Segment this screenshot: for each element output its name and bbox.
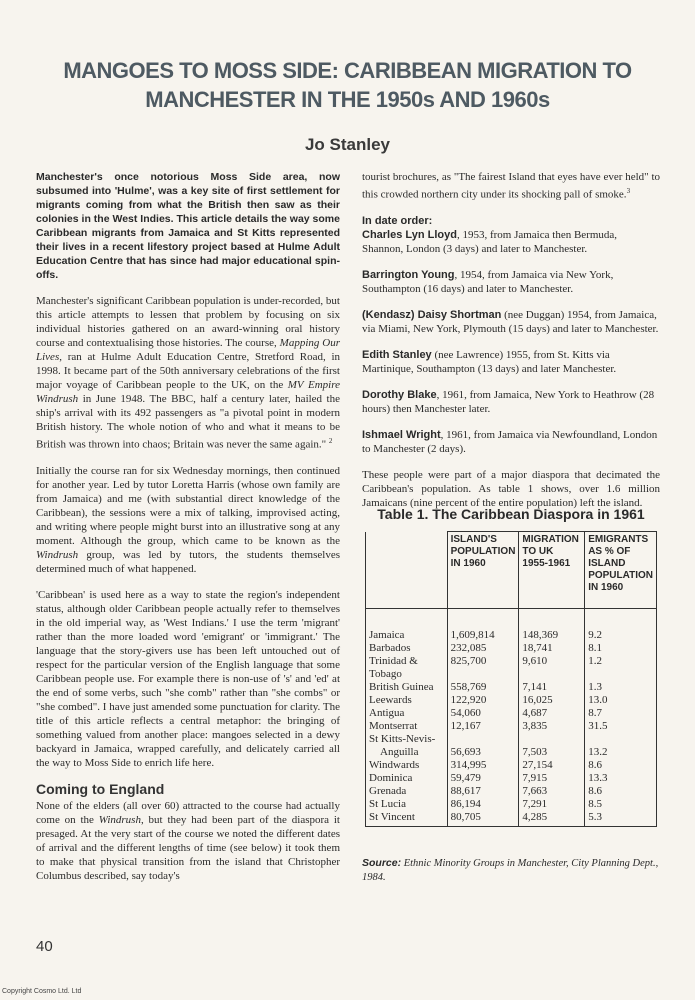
table-cell: 9,610 xyxy=(519,655,585,681)
table-row-label: Grenada xyxy=(366,785,448,798)
table-cell: 56,693 xyxy=(447,746,519,759)
table-row-label: Windwards xyxy=(366,759,448,772)
arrival-name: Barrington Young xyxy=(362,268,455,281)
paragraph: Initially the course ran for six Wednesday mornings, then continued for another year. Led by tutor Loretta Harris (whose own family are from Jamaica) and me (with substantial direct knowledge of the Caribbean), the sessions were a mix of talking, improvised acting, and writing where people might burst into an illustrative song at any moment. Although the group, which came to be known as the Windrush group, was led by tutors, the students themselves determined much of what happened. xyxy=(36,464,340,575)
arrival-entry xyxy=(362,428,660,456)
table-cell: 9.2 xyxy=(585,609,657,643)
left-column xyxy=(36,170,340,895)
table-cell xyxy=(447,733,519,746)
table-row-label: Jamaica xyxy=(366,609,448,643)
diaspora-table xyxy=(365,531,657,827)
paragraph: None of the elders (all over 60) attracted to the course had actually come on the Windrush, but they had been part of the diaspora it presaged. At the very start of the course we noted the different dates of arrival and the different lengths of time (see below) it took them to make that physical transition from the island that Christopher Columbus described, say today's xyxy=(36,799,340,882)
table-cell: 16,025 xyxy=(519,694,585,707)
table-row-label: St Kitts-Nevis- xyxy=(366,733,448,746)
table-row-label: Antigua xyxy=(366,707,448,720)
arrival-detail: (nee Duggan) 1954, from Jamaica, via Miami, New York, Plymouth (15 days) and later to Manchester. xyxy=(362,308,659,335)
table-row-label: St Lucia xyxy=(366,798,448,811)
table-row-label: Montserrat xyxy=(366,720,448,733)
table-row xyxy=(366,655,657,681)
table-row xyxy=(366,811,657,827)
date-order-heading: In date order: xyxy=(362,214,433,227)
table-cell: 4,285 xyxy=(519,811,585,827)
footnote-marker: 3 xyxy=(626,187,631,195)
arrival-name: Ishmael Wright xyxy=(362,428,441,441)
group-name: Windrush xyxy=(36,548,79,561)
table-cell: 3,835 xyxy=(519,720,585,733)
arrivals-list xyxy=(362,228,660,456)
copyright-notice: Copyright Cosmo Ltd. Ltd xyxy=(2,988,82,995)
table-row xyxy=(366,609,657,643)
table-cell: 8.6 xyxy=(585,785,657,798)
arrival-detail: , 1961, from Jamaica via Newfoundland, London to Manchester (2 days). xyxy=(362,428,658,455)
author-name: Jo Stanley xyxy=(304,135,391,154)
table-row xyxy=(366,746,657,759)
table-cell: 122,920 xyxy=(447,694,519,707)
table-cell: 7,915 xyxy=(519,772,585,785)
arrival-detail: , 1961, from Jamaica, New York to Heathrow (28 hours) then Manchester later. xyxy=(362,388,655,415)
table-row-label: Barbados xyxy=(366,642,448,655)
table-row xyxy=(366,733,657,746)
ship-name: Windrush xyxy=(98,813,141,826)
table-header-cell: MIGRATION TO UK 1955-1961 xyxy=(519,532,585,609)
arrival-detail: , 1953, from Jamaica then Bermuda, Shannon, London (3 days) and later to Manchester. xyxy=(362,228,618,255)
table-cell: 12,167 xyxy=(447,720,519,733)
table-cell xyxy=(519,733,585,746)
table-cell: 1.2 xyxy=(585,655,657,681)
table-cell: 148,369 xyxy=(519,609,585,643)
table-row xyxy=(366,681,657,694)
table-cell: 31.5 xyxy=(585,720,657,733)
lead-paragraph: Manchester's once notorious Moss Side area, now subsumed into 'Hulme', was a key site of first settlement for migrants coming from what the British then saw as their colonies in the West Indies. This article details the way some Caribbean migrants from Jamaica and St Kitts represented their lives in a recent lifestory project based at Hulme Adult Education Centre that has since had major educational spin-offs. xyxy=(36,171,340,281)
paragraph: 'Caribbean' is used here as a way to state the region's independent status, although older Caribbean people actually refer to themselves in the old imperial way, as 'West Indians.' I use the term 'migrant' rather than the more loaded word 'emigrant' or 'immigrant.' The language that the story-givers use has been left untouched out of respect for the particular version of the English language that some Caribbean people use. For example there is non-use of 's' and 'ed' at the end of some verbs, such "she comb" rather than "she combs" or "she combed". I have just amended some punctuation for clarity. The title of this article reflects a central metaphor: the bringing of something valued from another place: mangoes selected in a dewy backyard in Jamaica, wrapped carefully, and delicately carried all the way to Moss Side to enrich life here. xyxy=(36,588,340,769)
arrival-entry xyxy=(362,308,660,336)
arrival-entry xyxy=(362,388,660,416)
table-row-label: St Vincent xyxy=(366,811,448,827)
table-cell: 13.0 xyxy=(585,694,657,707)
table-cell: 825,700 xyxy=(447,655,519,681)
table-cell: 27,154 xyxy=(519,759,585,772)
paragraph: These people were part of a major diaspora that decimated the Caribbean's population. As table 1 shows, over 1.6 million Jamaicans (nine percent of the entire population) left the island. xyxy=(362,468,660,509)
table-row xyxy=(366,720,657,733)
table-cell: 7,141 xyxy=(519,681,585,694)
table-cell: 8.1 xyxy=(585,642,657,655)
paragraph: tourist brochures, as "The fairest Island that eyes have ever held" to this crowded northern city under its shocking pall of smoke.$^3$ xyxy=(362,171,660,201)
ship-name: MV Empire Windrush xyxy=(36,379,340,405)
table-cell: 88,617 xyxy=(447,785,519,798)
table-header-cell: ISLAND'S POPULATION IN 1960 xyxy=(447,532,519,609)
table-row-label: Dominica xyxy=(366,772,448,785)
table-header-cell xyxy=(366,532,448,609)
arrival-name: Edith Stanley xyxy=(362,348,432,361)
arrival-entry xyxy=(362,348,660,376)
table-row-label: Leewards xyxy=(366,694,448,707)
article-title: MANGOES TO MOSS SIDE: CARIBBEAN MIGRATION TO MANCHESTER IN THE 1950s AND 1960s xyxy=(63,58,632,112)
table-cell: 54,060 xyxy=(447,707,519,720)
right-column xyxy=(362,170,660,522)
table-row-label: Anguilla xyxy=(366,746,448,759)
table-row xyxy=(366,785,657,798)
table-cell: 314,995 xyxy=(447,759,519,772)
arrival-name: Dorothy Blake xyxy=(362,388,437,401)
table-cell: 7,503 xyxy=(519,746,585,759)
table-cell: 7,663 xyxy=(519,785,585,798)
table-cell: 8.5 xyxy=(585,798,657,811)
table-cell: 7,291 xyxy=(519,798,585,811)
paragraph: Manchester's significant Caribbean population is under-recorded, but this article attempts to lessen that problem by focusing on six individual histories gathered on an award-winning oral history course and contextualising those histories. The course, Mapping Our Lives, ran at Hulme Adult Education Centre, Stretford Road, in 1998. It became part of the 50th anniversary celebrations of the first major voyage of Caribbean people to the UK, on the MV Empire Windrush in June 1948. The BBC, half a century later, hailed the ship's arrival with its 492 passengers as "a pivotal point in modern British history. The whole notion of who and what it means to be British was thrown into chaos; Britain was never the same again." $^2$ xyxy=(36,295,340,451)
arrival-entry xyxy=(362,228,660,256)
table-row xyxy=(366,707,657,720)
table-cell: 1.3 xyxy=(585,681,657,694)
table-cell: 4,687 xyxy=(519,707,585,720)
arrival-entry xyxy=(362,268,660,296)
table-row xyxy=(366,772,657,785)
table-cell: 13.2 xyxy=(585,746,657,759)
arrival-name: (Kendasz) Daisy Shortman xyxy=(362,308,502,321)
footnote-marker: 2 xyxy=(328,437,333,445)
table-cell: 5.3 xyxy=(585,811,657,827)
table-header-cell: EMIGRANTS AS % OF ISLAND POPULATION IN 1960 xyxy=(585,532,657,609)
course-title: Mapping Our Lives xyxy=(36,337,340,363)
table-row xyxy=(366,798,657,811)
table-cell: 13.3 xyxy=(585,772,657,785)
arrival-detail: , 1954, from Jamaica via New York, Southampton (16 days) and later to Manchester. xyxy=(362,268,614,295)
table-cell: 8.6 xyxy=(585,759,657,772)
arrival-name: Charles Lyn Lloyd xyxy=(362,228,457,241)
table-row xyxy=(366,642,657,655)
table-title: Table 1. The Caribbean Diaspora in 1961 xyxy=(377,506,645,522)
arrival-detail: (nee Lawrence) 1955, from St. Kitts via Martinique, Southampton (13 days) and later Manchester. xyxy=(362,348,617,375)
table-source: Source: Ethnic Minority Groups in Manchester, City Planning Dept., 1984. xyxy=(362,857,659,883)
table-cell: 86,194 xyxy=(447,798,519,811)
table-cell: 8.7 xyxy=(585,707,657,720)
table-cell: 59,479 xyxy=(447,772,519,785)
table-cell: 80,705 xyxy=(447,811,519,827)
table-cell: 1,609,814 xyxy=(447,609,519,643)
page-number: 40 xyxy=(36,938,53,955)
table-cell: 558,769 xyxy=(447,681,519,694)
table-row xyxy=(366,759,657,772)
table-row-label: Trinidad & Tobago xyxy=(366,655,448,681)
table-row xyxy=(366,694,657,707)
table-cell xyxy=(585,733,657,746)
table-cell: 232,085 xyxy=(447,642,519,655)
table-cell: 18,741 xyxy=(519,642,585,655)
section-heading: Coming to England xyxy=(36,780,165,797)
table-row-label: British Guinea xyxy=(366,681,448,694)
